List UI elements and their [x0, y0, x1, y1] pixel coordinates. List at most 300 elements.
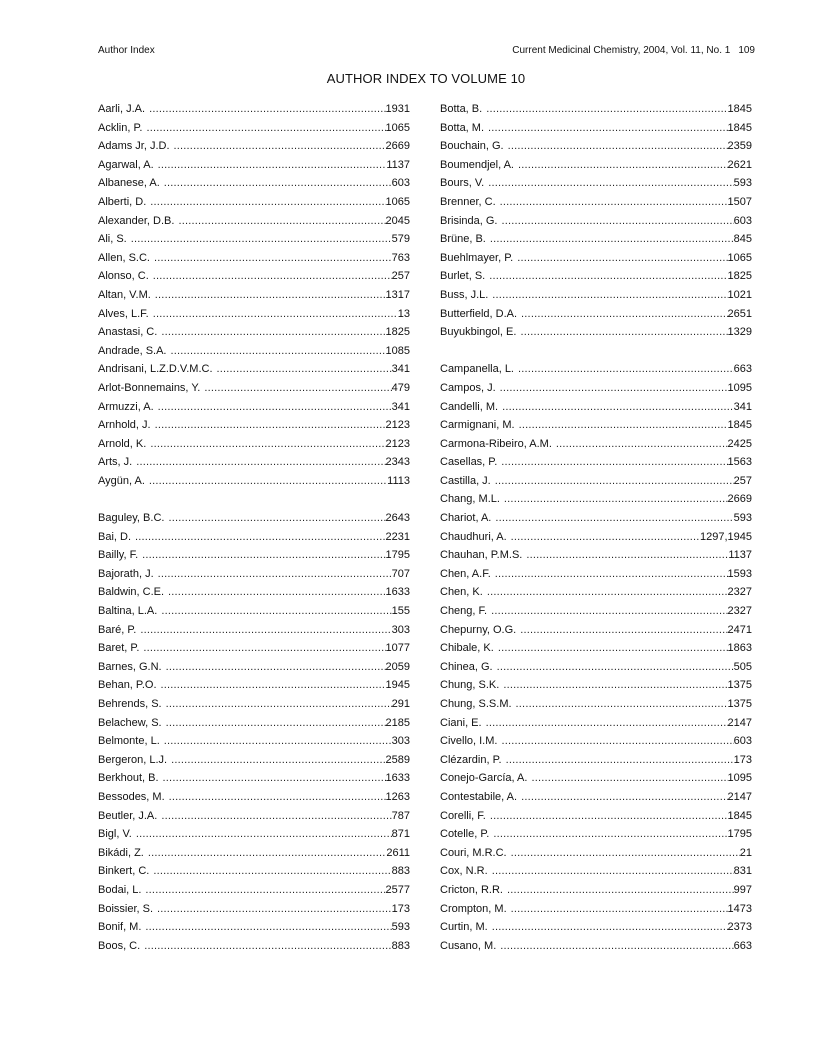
dot-leader [150, 193, 385, 212]
page-reference: 593 [733, 177, 752, 190]
page-reference: 1021 [727, 288, 752, 301]
index-entry [98, 807, 410, 826]
page-reference: 787 [391, 809, 410, 822]
index-entry [98, 546, 410, 565]
page-reference: 1077 [385, 642, 410, 655]
index-entry [440, 621, 752, 640]
page-reference: 1795 [727, 828, 752, 841]
author-name: Corelli, F. [440, 809, 486, 822]
index-entry [98, 416, 410, 435]
dot-leader [489, 267, 727, 286]
author-name: Ali, S. [98, 233, 127, 246]
dot-leader [517, 249, 727, 268]
author-name: Bonif, M. [98, 921, 142, 934]
page-reference: 1113 [387, 474, 410, 487]
dot-leader [488, 174, 733, 193]
author-name: Chung, S.S.M. [440, 698, 512, 710]
page-reference: 2669 [727, 493, 752, 506]
page-reference: 1845 [727, 121, 752, 134]
dot-leader [164, 732, 392, 751]
page-reference: 1317 [385, 288, 410, 301]
author-name: Binkert, C. [98, 865, 150, 878]
author-name: Brenner, C. [440, 195, 496, 208]
page-reference: 1795 [385, 549, 410, 562]
page-reference: 1845 [727, 103, 752, 115]
page-reference: 663 [733, 363, 752, 376]
author-name: Civello, I.M. [440, 735, 498, 748]
index-entry [98, 695, 410, 714]
dot-leader [166, 714, 386, 733]
dot-leader [495, 472, 734, 491]
dot-leader [158, 565, 392, 584]
index-entry [440, 528, 752, 547]
index-entry [98, 565, 410, 584]
author-name: Bikádi, Z. [98, 846, 144, 859]
dot-leader [154, 249, 392, 268]
page-reference: 303 [391, 623, 410, 636]
page-reference: 2373 [727, 921, 752, 934]
index-entry [98, 230, 410, 249]
author-name: Arts, J. [98, 456, 133, 469]
index-entry [440, 453, 752, 472]
page-reference: 2123 [385, 419, 410, 432]
dot-leader [171, 342, 386, 361]
author-name: Castilla, J. [440, 474, 491, 487]
page-reference: 883 [391, 939, 410, 952]
author-name: Agarwal, A. [98, 158, 154, 171]
index-entry [440, 788, 752, 807]
page-reference: 1297,1945 [700, 530, 752, 543]
dot-leader [504, 490, 728, 509]
author-name: Bergeron, L.J. [98, 753, 168, 766]
index-entry [440, 360, 752, 379]
author-name: Burlet, S. [440, 270, 486, 283]
dot-leader [143, 639, 385, 658]
dot-leader [155, 286, 386, 305]
author-name: Bailly, F. [98, 549, 139, 562]
index-entry [440, 286, 752, 305]
page-reference: 257 [391, 270, 410, 283]
dot-leader [486, 100, 727, 119]
index-entry [440, 844, 752, 863]
index-entry [98, 379, 410, 398]
author-name: Casellas, P. [440, 456, 498, 469]
author-name: Chibale, K. [440, 642, 494, 655]
index-entry [440, 676, 752, 695]
dot-leader [150, 435, 385, 454]
page-reference: 155 [391, 605, 410, 618]
index-entry [440, 658, 752, 677]
author-name: Baltina, L.A. [98, 605, 158, 618]
author-name: Cotelle, P. [440, 828, 490, 841]
index-entry [440, 769, 752, 788]
author-name: Chang, M.L. [440, 493, 500, 506]
dot-leader [166, 695, 392, 714]
page-reference: 2621 [727, 158, 752, 171]
index-entry [440, 174, 752, 193]
page-reference: 663 [733, 939, 752, 952]
page-reference: 1065 [727, 251, 752, 264]
author-name: Belachew, S. [98, 716, 162, 729]
dot-leader [149, 100, 385, 119]
dot-leader [145, 918, 391, 937]
page-reference: 1375 [727, 698, 752, 710]
index-entry [98, 900, 410, 919]
author-name: Buehlmayer, P. [440, 251, 514, 264]
page-reference: 871 [391, 828, 410, 841]
author-name: Contestabile, A. [440, 790, 518, 803]
page-reference: 2059 [385, 660, 410, 673]
dot-leader [490, 230, 734, 249]
index-entry [98, 212, 410, 231]
page-reference: 1633 [385, 586, 410, 599]
author-name: Allen, S.C. [98, 251, 150, 264]
dot-leader [500, 193, 728, 212]
author-name: Boos, C. [98, 939, 141, 952]
dot-leader [142, 546, 385, 565]
page-reference: 341 [733, 400, 752, 413]
author-name: Bigl, V. [98, 828, 132, 841]
dot-leader [521, 305, 727, 324]
dot-leader [520, 621, 727, 640]
index-entry [440, 472, 752, 491]
page-reference: 1329 [727, 326, 752, 339]
dot-leader [140, 621, 391, 640]
group-spacer [440, 342, 752, 361]
index-entry [98, 193, 410, 212]
dot-leader [163, 769, 386, 788]
index-entry [440, 230, 752, 249]
index-entry [98, 156, 410, 175]
page-reference: 21 [739, 846, 752, 859]
page-reference: 173 [391, 902, 410, 915]
author-name: Candelli, M. [440, 400, 499, 413]
dot-leader [169, 788, 386, 807]
author-name: Arlot-Bonnemains, Y. [98, 381, 201, 394]
dot-leader [502, 398, 734, 417]
author-name: Chinea, G. [440, 660, 493, 673]
dot-leader [131, 230, 392, 249]
index-entry [440, 881, 752, 900]
author-name: Couri, M.R.C. [440, 846, 507, 859]
author-name: Chen, K. [440, 586, 483, 599]
page-reference: 1473 [727, 902, 752, 915]
author-name: Botta, M. [440, 121, 485, 134]
index-entry [440, 751, 752, 770]
dot-leader [166, 658, 386, 677]
dot-leader [161, 323, 385, 342]
index-group [440, 360, 752, 955]
index-entry [440, 137, 752, 156]
author-name: Chung, S.K. [440, 679, 500, 692]
index-entry [440, 249, 752, 268]
page-reference: 303 [391, 735, 410, 748]
author-name: Altan, V.M. [98, 288, 151, 301]
author-name: Campos, J. [440, 381, 496, 394]
page-reference: 2589 [385, 753, 410, 766]
index-entry [440, 807, 752, 826]
index-entry [98, 509, 410, 528]
author-name: Botta, B. [440, 103, 483, 115]
page-reference: 1863 [727, 642, 752, 655]
page-reference: 291 [391, 698, 410, 710]
page-reference: 1085 [385, 344, 410, 357]
index-entry [440, 490, 752, 509]
dot-leader [171, 751, 385, 770]
dot-leader [149, 472, 387, 491]
dot-leader [497, 658, 734, 677]
dot-leader [145, 881, 385, 900]
author-name: Aygün, A. [98, 474, 145, 487]
page-reference: 1375 [727, 679, 752, 692]
page-reference: 2231 [385, 530, 410, 543]
author-name: Carmona-Ribeiro, A.M. [440, 437, 552, 450]
index-entry [440, 212, 752, 231]
dot-leader [144, 937, 391, 956]
index-entry [98, 249, 410, 268]
dot-leader [136, 453, 385, 472]
index-group [440, 100, 752, 342]
dot-leader [531, 769, 727, 788]
page-reference: 1065 [385, 121, 410, 134]
page-reference: 1507 [727, 195, 752, 208]
dot-leader [495, 565, 728, 584]
index-entry [440, 156, 752, 175]
dot-leader [153, 267, 392, 286]
running-header-right [512, 45, 755, 56]
page-reference: 845 [733, 233, 752, 246]
author-name: Chaudhuri, A. [440, 530, 507, 543]
dot-leader [148, 844, 386, 863]
author-name: Chen, A.F. [440, 567, 491, 580]
page-reference: 593 [391, 921, 410, 934]
page-reference: 1137 [386, 158, 410, 171]
author-name: Andrade, S.A. [98, 344, 167, 357]
dot-leader [168, 583, 385, 602]
index-entry [98, 342, 410, 361]
author-name: Albanese, A. [98, 177, 160, 190]
page-title: AUTHOR INDEX TO VOLUME 10 [326, 71, 526, 86]
author-name: Barnes, G.N. [98, 660, 162, 673]
dot-leader [486, 714, 728, 733]
index-entry [440, 825, 752, 844]
page-reference: 2471 [727, 623, 752, 636]
index-entry [98, 714, 410, 733]
author-name: Armuzzi, A. [98, 400, 154, 413]
page-reference: 341 [391, 400, 410, 413]
page-reference: 603 [733, 735, 752, 748]
index-group [98, 509, 410, 955]
author-name: Crompton, M. [440, 902, 507, 915]
dot-leader [508, 137, 728, 156]
author-name: Andrisani, L.Z.D.V.M.C. [98, 363, 213, 376]
dot-leader [521, 788, 727, 807]
index-entry [98, 639, 410, 658]
index-column-right [440, 100, 752, 955]
page-reference: 2147 [727, 716, 752, 729]
index-entry [98, 100, 410, 119]
dot-leader [161, 807, 391, 826]
dot-leader [511, 528, 700, 547]
author-name: Butterfield, D.A. [440, 307, 518, 320]
author-name: Baldwin, C.E. [98, 586, 165, 599]
page-reference: 479 [391, 381, 410, 394]
dot-leader [500, 379, 728, 398]
index-entry [98, 881, 410, 900]
page-reference: 1825 [385, 326, 410, 339]
page-reference: 173 [733, 753, 752, 766]
index-entry [440, 714, 752, 733]
page-reference: 2123 [385, 437, 410, 450]
page-reference: 505 [733, 660, 752, 673]
dot-leader [204, 379, 391, 398]
dot-leader [501, 453, 727, 472]
page-reference: 1095 [727, 772, 752, 785]
index-entry [440, 398, 752, 417]
author-name: Aarli, J.A. [98, 103, 146, 115]
author-name: Berkhout, B. [98, 772, 159, 785]
dot-leader [506, 751, 734, 770]
dot-leader [492, 862, 734, 881]
page-reference: 341 [391, 363, 410, 376]
index-entry [440, 305, 752, 324]
author-name: Alves, L.F. [98, 307, 149, 320]
dot-leader [168, 509, 385, 528]
author-name: Alonso, C. [98, 270, 149, 283]
dot-leader [488, 119, 727, 138]
dot-leader [157, 900, 392, 919]
index-entry [440, 416, 752, 435]
author-name: Anastasi, C. [98, 326, 158, 339]
page-reference: 1825 [727, 270, 752, 283]
index-entry [440, 509, 752, 528]
group-spacer [98, 490, 410, 509]
page-reference: 1593 [727, 567, 752, 580]
index-entry [98, 286, 410, 305]
author-name: Ciani, E. [440, 716, 482, 729]
author-name: Arnhold, J. [98, 419, 151, 432]
page-reference: 1263 [385, 790, 410, 803]
author-name: Bajorath, J. [98, 567, 154, 580]
author-name: Cheng, F. [440, 605, 488, 618]
page-reference: 2327 [727, 605, 752, 618]
index-entry [98, 621, 410, 640]
author-name: Adams Jr, J.D. [98, 140, 170, 153]
page-reference: 1931 [385, 103, 410, 115]
author-name: Behan, P.O. [98, 679, 157, 692]
index-entry [98, 323, 410, 342]
dot-leader [507, 881, 734, 900]
dot-leader [491, 602, 727, 621]
page-reference: 257 [733, 474, 752, 487]
dot-leader [178, 212, 385, 231]
page-reference: 2643 [385, 512, 410, 525]
index-entry [98, 453, 410, 472]
author-name: Belmonte, L. [98, 735, 160, 748]
dot-leader [492, 918, 728, 937]
author-name: Chauhan, P.M.S. [440, 549, 523, 562]
index-entry [98, 658, 410, 677]
dot-leader [158, 398, 392, 417]
author-name: Baret, P. [98, 642, 140, 655]
author-name: Arnold, K. [98, 437, 147, 450]
page-reference: 603 [391, 177, 410, 190]
author-name: Chariot, A. [440, 512, 492, 525]
dot-leader [161, 602, 391, 621]
index-entry [98, 267, 410, 286]
page-reference: 593 [733, 512, 752, 525]
index-entry [98, 360, 410, 379]
dot-leader [164, 174, 392, 193]
index-entry [440, 639, 752, 658]
index-entry [98, 119, 410, 138]
page-reference: 883 [391, 865, 410, 878]
author-name: Brisinda, G. [440, 214, 498, 227]
index-entry [98, 174, 410, 193]
page-reference: 2327 [727, 586, 752, 599]
dot-leader [511, 844, 740, 863]
index-entry [98, 676, 410, 695]
author-name: Boumendjel, A. [440, 158, 514, 171]
author-name: Cox, N.R. [440, 865, 488, 878]
index-group [98, 100, 410, 490]
index-entry [98, 937, 410, 956]
page-reference: 13 [397, 307, 410, 320]
page-reference: 2651 [727, 307, 752, 320]
index-entry [98, 918, 410, 937]
author-name: Cricton, R.R. [440, 883, 503, 896]
page-reference: 2185 [385, 716, 410, 729]
dot-leader [495, 509, 733, 528]
dot-leader [501, 732, 733, 751]
dot-leader [153, 305, 398, 324]
page-reference: 1633 [385, 772, 410, 785]
index-entry [440, 565, 752, 584]
author-name: Boissier, S. [98, 902, 154, 915]
dot-leader [516, 695, 728, 714]
page-reference: 1065 [385, 195, 410, 208]
dot-leader [492, 286, 727, 305]
index-entry [440, 862, 752, 881]
index-column-left [98, 100, 410, 955]
index-entry [98, 862, 410, 881]
page-reference: 1945 [385, 679, 410, 692]
page-reference: 1845 [727, 419, 752, 432]
dot-leader [520, 323, 727, 342]
dot-leader [556, 435, 728, 454]
author-name: Chepurny, O.G. [440, 623, 517, 636]
author-name: Alberti, D. [98, 195, 147, 208]
index-entry [440, 695, 752, 714]
author-name: Campanella, L. [440, 363, 514, 376]
dot-leader [493, 825, 727, 844]
dot-leader [487, 583, 728, 602]
author-name: Behrends, S. [98, 698, 162, 710]
page-reference: 2343 [385, 456, 410, 469]
dot-leader [526, 546, 728, 565]
index-entry [98, 398, 410, 417]
dot-leader [174, 137, 386, 156]
page-reference: 997 [733, 883, 752, 896]
page-reference: 2359 [727, 140, 752, 153]
index-entry [440, 602, 752, 621]
page-reference: 1137 [728, 549, 752, 562]
author-name: Alexander, D.B. [98, 214, 175, 227]
index-entry [440, 119, 752, 138]
index-entry [98, 472, 410, 491]
dot-leader [217, 360, 392, 379]
index-entry [440, 100, 752, 119]
